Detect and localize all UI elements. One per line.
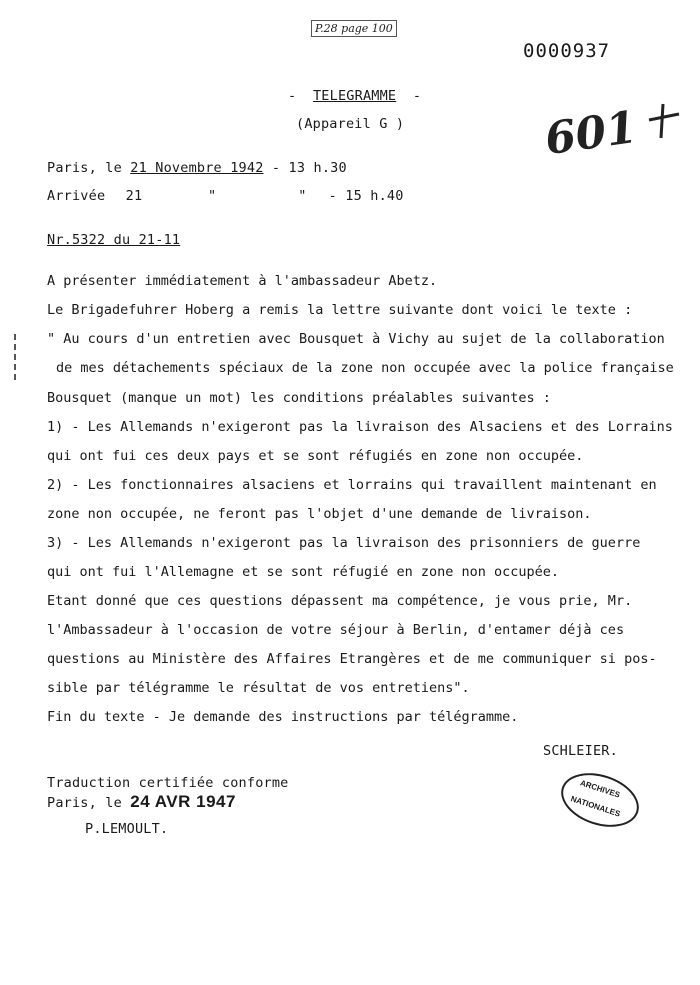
sent-line	[47, 160, 347, 176]
body-line: l'Ambassadeur à l'occasion de votre séjour à Berlin, d'entamer déjà ces	[47, 622, 625, 638]
handwritten-code: 601	[541, 101, 640, 166]
document-number: 0000937	[523, 40, 611, 62]
body-line: Etant donné que ces questions dépassent ma compétence, je vous prie, Mr.	[47, 593, 633, 609]
handwritten-roman-one-mark	[645, 100, 685, 140]
signature: SCHLEIER.	[543, 743, 618, 759]
stamp-top-text: ARCHIVES	[579, 778, 622, 800]
sent-time: - 13 h.30	[271, 160, 347, 176]
handwritten-reference: P.28 page 100	[315, 22, 393, 35]
certification-place: Paris, le	[47, 795, 122, 811]
stamp-bottom-text: NATIONALES	[569, 794, 622, 819]
archives-nationales-stamp	[554, 764, 646, 836]
arrival-ditto-1: "	[207, 188, 217, 204]
certification-place-date	[47, 792, 236, 812]
body-line: Fin du texte - Je demande des instructions par télégramme.	[47, 709, 519, 725]
body-line: 3) - Les Allemands n'exigeront pas la livraison des prisonniers de guerre	[47, 535, 641, 551]
sent-date: 21 Novembre 1942	[130, 160, 264, 176]
body-line: Le Brigadefuhrer Hoberg a remis la lettre suivante dont voici le texte :	[47, 302, 633, 318]
body-line: de mes détachements spéciaux de la zone non occupée avec la police française	[56, 360, 674, 376]
body-line: zone non occupée, ne feront pas l'objet d'une demande de livraison.	[47, 506, 592, 522]
arrival-line	[47, 188, 404, 204]
body-line: A présenter immédiatement à l'ambassadeur Abetz.	[47, 273, 438, 289]
body-line: " Au cours d'un entretien avec Bousquet à Vichy au sujet de la collaboration	[47, 331, 665, 347]
body-line: sible par télégramme le résultat de vos entretiens".	[47, 680, 470, 696]
handwritten-reference-box	[311, 20, 397, 37]
margin-mark	[14, 334, 19, 380]
certification-line: Traduction certifiée conforme	[47, 775, 289, 791]
arrival-ditto-2: "	[298, 188, 307, 204]
body-line: 1) - Les Allemands n'exigeront pas la livraison des Alsaciens et des Lorrains	[47, 419, 673, 435]
body-line: 2) - Les fonctionnaires alsaciens et lorrains qui travaillent maintenant en	[47, 477, 657, 493]
arrival-day: 21	[125, 188, 143, 204]
arrival-label: Arrivée	[47, 188, 106, 204]
stamped-date: 24 AVR 1947	[130, 792, 236, 811]
title-line: - TELEGRAMME -	[288, 88, 422, 104]
arrival-time: - 15 h.40	[328, 188, 404, 204]
reference-number: Nr.5322 du 21-11	[47, 232, 181, 248]
page-title: TELEGRAMME	[312, 88, 397, 104]
certification-signer: P.LEMOULT.	[85, 821, 169, 837]
body-line: qui ont fui ces deux pays et se sont réfugiés en zone non occupée.	[47, 448, 584, 464]
body-line: qui ont fui l'Allemagne et se sont réfugié en zone non occupée.	[47, 564, 560, 580]
body-line: questions au Ministère des Affaires Etrangères et de me communiquer si pos-	[47, 651, 657, 667]
body-line: Bousquet (manque un mot) les conditions préalables suivantes :	[47, 390, 551, 406]
sent-place: Paris, le	[47, 160, 122, 176]
subtitle: (Appareil G )	[296, 116, 405, 132]
